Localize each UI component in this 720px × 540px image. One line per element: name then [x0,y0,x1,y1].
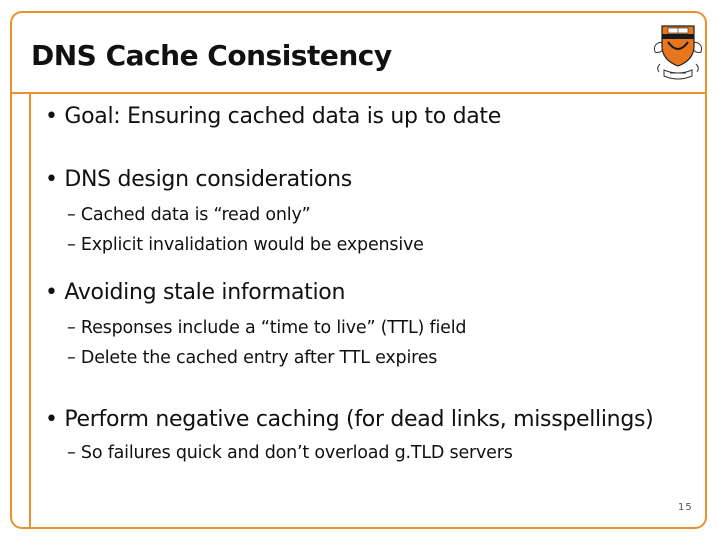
sub-bullet-ttl-field: – Responses include a “time to live” (TTL) field [67,318,467,338]
sub-bullet-failures: – So failures quick and don’t overload g.TLD servers [67,443,513,463]
bullet-goal: • Goal: Ensuring cached data is up to date [45,104,501,129]
slide-title: DNS Cache Consistency [31,39,392,72]
bullet-stale-information: • Avoiding stale information [45,280,346,305]
body-left-rule [29,93,31,528]
title-divider [11,92,707,94]
sub-bullet-ttl-expires: – Delete the cached entry after TTL expires [67,348,438,368]
university-crest-icon [652,20,704,84]
bullet-design-considerations: • DNS design considerations [45,167,352,192]
sub-bullet-read-only: – Cached data is “read only” [67,205,311,225]
page-number: 15 [678,502,693,513]
sub-bullet-invalidation: – Explicit invalidation would be expensive [67,235,424,255]
bullet-negative-caching: • Perform negative caching (for dead links, misspellings) [45,407,654,432]
